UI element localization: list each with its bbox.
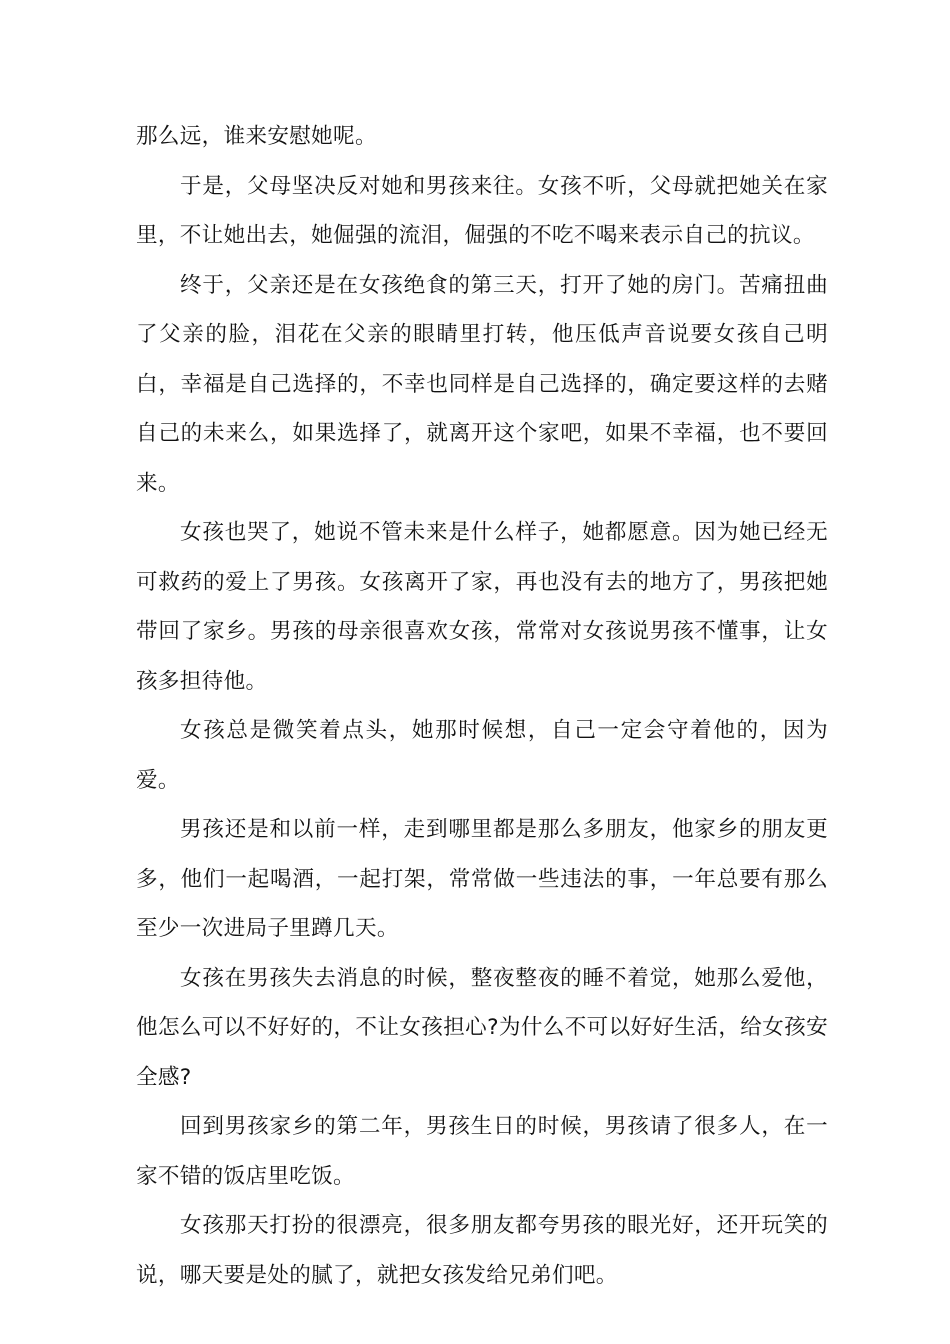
paragraph-8: 回到男孩家乡的第二年，男孩生日的时候，男孩请了很多人，在一家不错的饭店里吃饭。 <box>136 1114 828 1189</box>
paragraph-1: 那么远，谁来安慰她呢。 <box>136 124 377 149</box>
paragraph-2: 于是，父母坚决反对她和男孩来往。女孩不听，父母就把她关在家里，不让她出去，她倔强的流泪，倔强的不吃不喝来表示自己的抗议。 <box>136 173 828 248</box>
paragraph-9: 女孩那天打扮的很漂亮，很多朋友都夸男孩的眼光好，还开玩笑的说，哪天要是处的腻了，就把女孩发给兄弟们吧。 <box>136 1213 828 1288</box>
paragraph-3: 终于，父亲还是在女孩绝食的第三天，打开了她的房门。苦痛扭曲了父亲的脸，泪花在父亲的眼睛里打转，他压低声音说要女孩自己明白，幸福是自己选择的，不幸也同样是自己选择的，确定要这样的去赌自己的未来么，如果选择了，就离开这个家吧，如果不幸福，也不要回来。 <box>136 272 828 496</box>
paragraph-5: 女孩总是微笑着点头，她那时候想，自己一定会守着他的，因为爱。 <box>136 718 828 793</box>
document-body <box>136 112 828 1300</box>
paragraph-7: 女孩在男孩失去消息的时候，整夜整夜的睡不着觉，她那么爱他，他怎么可以不好好的，不让女孩担心?为什么不可以好好生活，给女孩安全感? <box>136 965 828 1090</box>
paragraph-4: 女孩也哭了，她说不管未来是什么样子，她都愿意。因为她已经无可救药的爱上了男孩。女孩离开了家，再也没有去的地方了，男孩把她带回了家乡。男孩的母亲很喜欢女孩，常常对女孩说男孩不懂事，让女孩多担待他。 <box>136 520 828 694</box>
paragraph-6: 男孩还是和以前一样，走到哪里都是那么多朋友，他家乡的朋友更多，他们一起喝酒，一起打架，常常做一些违法的事，一年总要有那么至少一次进局子里蹲几天。 <box>136 817 828 941</box>
